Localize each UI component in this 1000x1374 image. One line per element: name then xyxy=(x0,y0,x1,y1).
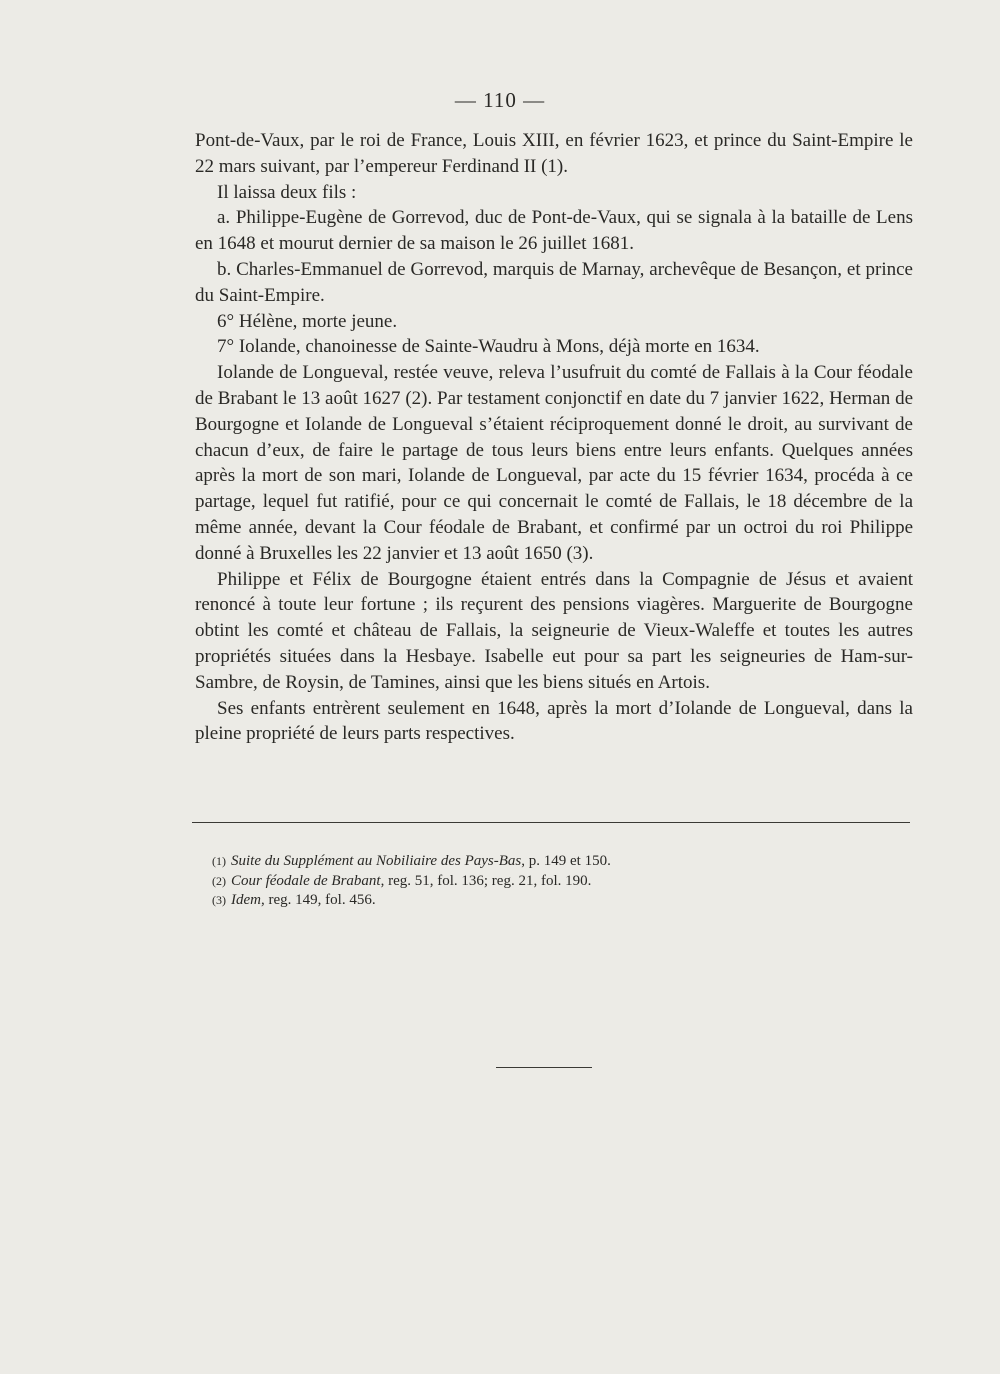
footnote-number: (3) xyxy=(212,893,226,907)
footnotes xyxy=(212,852,812,911)
body-text xyxy=(195,128,913,747)
footnote-ref: , reg. 51, fol. 136; reg. 21, fol. 190. xyxy=(380,872,592,889)
footnote-title: Suite du Supplément au Nobiliaire des Pays-Bas xyxy=(231,853,522,869)
paragraph: Iolande de Longueval, restée veuve, releva l’usufruit du comté de Fallais à la Cour féodale de Brabant le 13 août 1627 (2). Par testament conjonctif en date du 7 janvier 1622, Herman de Bourgogne et Iolande de Longueval s’étaient réciproquement donné le droit, au survivant de chacun d’eux, de faire le partage de tous leurs biens entre leurs enfants. Quelques années après la mort de son mari, Iolande de Longueval, par acte du 15 février 1634, procéda à ce partage, lequel fut ratifié, pour ce qui concernait le comté de Fallais, le 18 décembre de la même année, devant la Cour féodale de Brabant, et confirmé par un octroi du roi Philippe donné à Bruxelles les 22 janvier et 13 août 1650 (3). xyxy=(195,362,913,564)
footnote xyxy=(212,891,812,911)
paragraph: 7° Iolande, chanoinesse de Sainte-Waudru à Mons, déjà morte en 1634. xyxy=(217,336,760,358)
paragraph: 6° Hélène, morte jeune. xyxy=(217,310,398,332)
footnote-ref: , p. 149 et 150. xyxy=(521,853,611,869)
end-divider xyxy=(496,1067,592,1068)
footnote-divider xyxy=(192,822,910,823)
paragraph: b. Charles-Emmanuel de Gorrevod, marquis de Marnay, archevêque de Besançon, et prince du Saint-Empire. xyxy=(195,258,913,306)
footnote xyxy=(212,852,812,872)
paragraph: a. Philippe-Eugène de Gorrevod, duc de Pont-de-Vaux, qui se signala à la bataille de Lens en 1648 et mourut dernier de sa maison le 26 juillet 1681. xyxy=(195,207,913,255)
footnote xyxy=(212,872,812,892)
footnote-number: (2) xyxy=(212,873,226,888)
paragraph: Ses enfants entrèrent seulement en 1648, après la mort d’Iolande de Longueval, dans la pleine propriété de leurs parts respectives. xyxy=(195,697,913,745)
footnote-title: Cour féodale de Brabant xyxy=(231,872,381,889)
footnote-number: (1) xyxy=(212,854,226,868)
paragraph: Philippe et Félix de Bourgogne étaient entrés dans la Compagnie de Jésus et avaient renoncé à toute leur fortune ; ils reçurent des pensions viagères. Marguerite de Bourgogne obtint les comté et château de Fallais, la seigneurie de Vieux-Waleffe et toutes les autres propriétés situées dans la Hesbaye. Isabelle eut pour sa part les seigneuries de Ham-sur-Sambre, de Roysin, de Tamines, ainsi que les biens situés en Artois. xyxy=(195,568,913,693)
page-number: — 110 — xyxy=(454,88,546,112)
footnote-title: Idem xyxy=(231,892,261,908)
footnote-ref: , reg. 149, fol. 456. xyxy=(261,892,376,908)
paragraph: Il laissa deux fils : xyxy=(217,181,357,203)
paragraph: Pont-de-Vaux, par le roi de France, Louis XIII, en février 1623, et prince du Saint-Empire le 22 mars suivant, par l’empereur Ferdinand II (1). xyxy=(195,130,913,177)
